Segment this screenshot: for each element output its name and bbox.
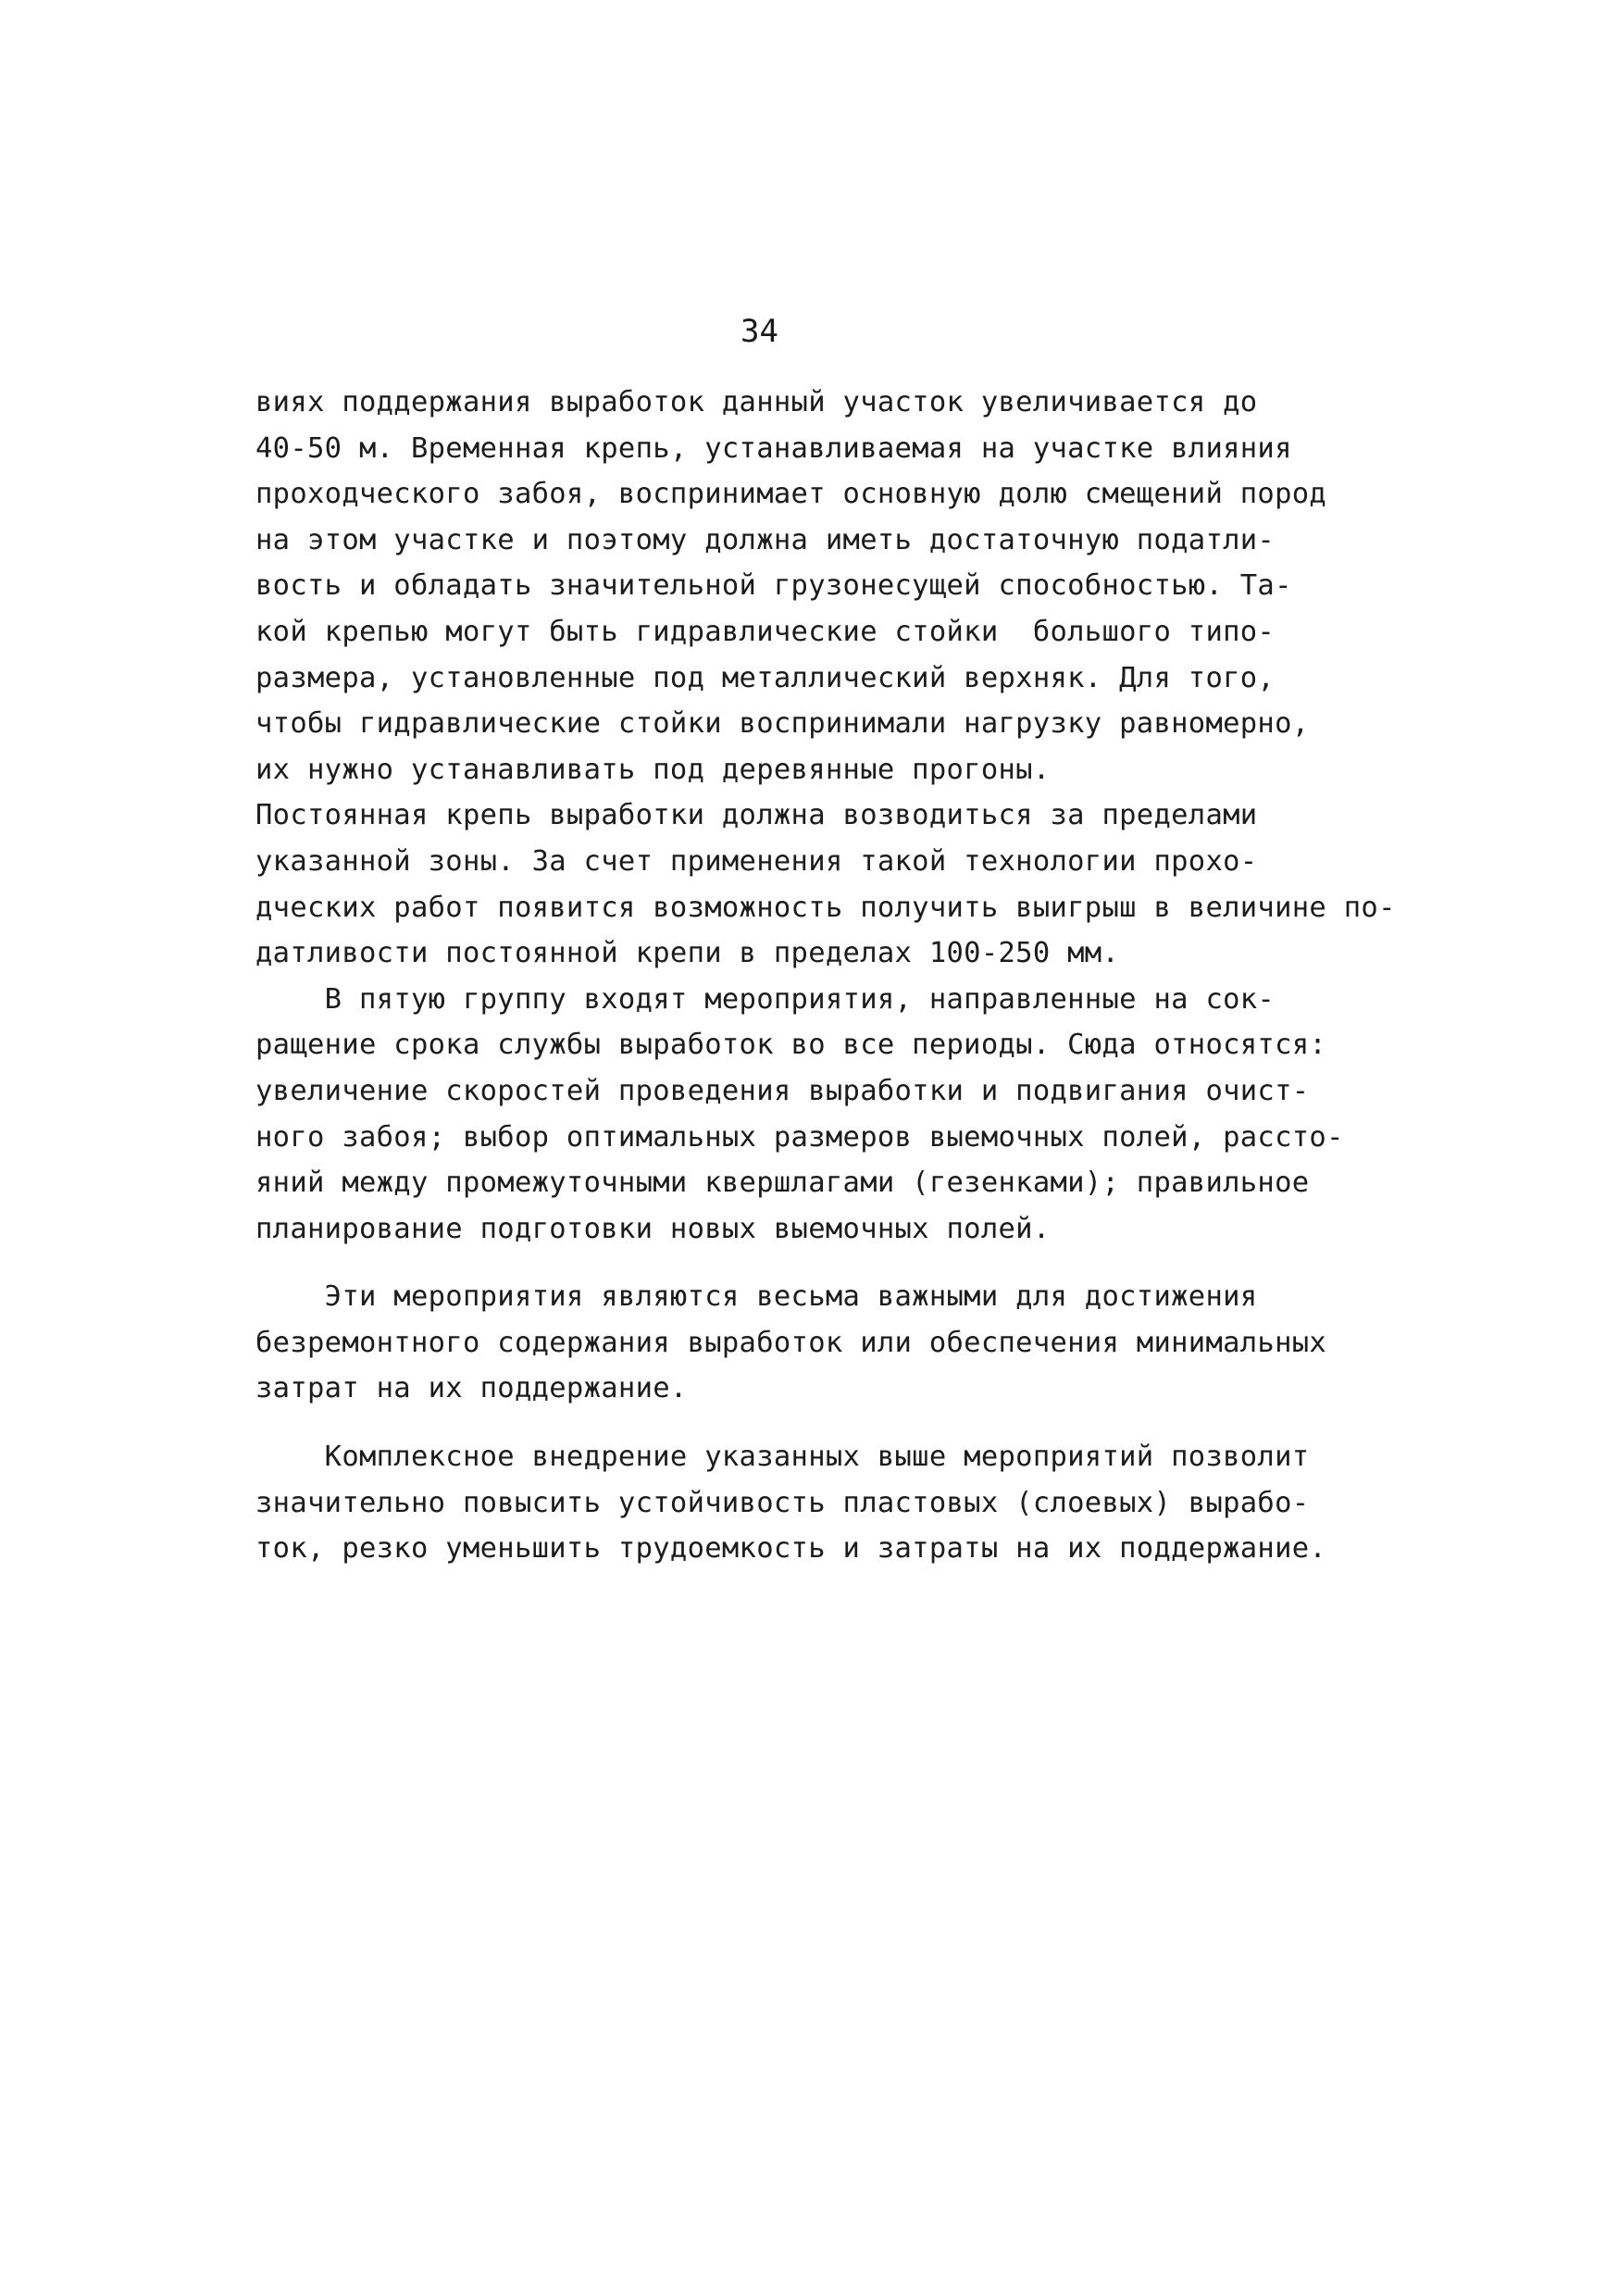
text-line: виях поддержания выработок данный участок увеличивается до (255, 386, 1258, 418)
text-line: ток, резко уменьшить трудоемкость и затраты на их поддержание. (255, 1532, 1327, 1566)
text-line: планирование подготовки новых выемочных полей. (255, 1212, 1051, 1245)
text-line: датливости постоянной крепи в пределах 100-250 мм. (255, 937, 1120, 970)
text-line: затрат на их поддержание. (255, 1372, 688, 1405)
text-line: размера, установленные под металлический верхняк. Для того, (255, 661, 1276, 694)
text-line: значительно повысить устойчивость пластовых (слоевых) вырабо- (255, 1486, 1310, 1519)
paragraph-gap (255, 1412, 1440, 1434)
text-line: В пятую группу входят мероприятия, направленные на сок- (255, 982, 1276, 1016)
body-text (255, 380, 1440, 1572)
text-line: проходческого забоя, воспринимает основную долю смещений пород (255, 478, 1327, 511)
page-number: 34 (741, 313, 778, 350)
text-line: увеличение скоростей проведения выработки и подвигания очист- (255, 1074, 1310, 1107)
text-line: 40-50 м. Временная крепь, устанавливаемая на участке влияния (255, 431, 1292, 465)
text-line: дческих работ появится возможность получить выигрыш в величине по- (255, 891, 1396, 924)
text-line: ращение срока службы выработок во все периоды. Сюда относятся: (255, 1029, 1327, 1062)
text-line: на этом участке и поэтому должна иметь достаточную податли- (255, 523, 1276, 556)
text-line: кой крепью могут быть гидравлические стойки большого типо- (255, 615, 1276, 648)
text-line: вость и обладать значительной грузонесущей способностью. Та- (255, 569, 1292, 603)
text-line: указанной зоны. За счет применения такой технологии прохо- (255, 844, 1258, 878)
text-line: безремонтного содержания выработок или обеспечения минимальных (255, 1326, 1327, 1359)
text-line: чтобы гидравлические стойки воспринимали нагрузку равномерно, (255, 707, 1310, 741)
text-line: Постоянная крепь выработки должна возводиться за пределами (255, 799, 1258, 832)
text-line: Комплексное внедрение указанных выше мероприятий позволит (255, 1441, 1310, 1474)
text-line: яний между промежуточными квершлагами (гезенками); правильное (255, 1167, 1310, 1200)
text-line: их нужно устанавливать под деревянные прогоны. (255, 753, 1051, 786)
text-line: ного забоя; выбор оптимальных размеров выемочных полей, рассто- (255, 1120, 1344, 1154)
text-line: Эти мероприятия являются весьма важными для достижения (255, 1280, 1258, 1314)
paragraph-gap (255, 1252, 1440, 1274)
